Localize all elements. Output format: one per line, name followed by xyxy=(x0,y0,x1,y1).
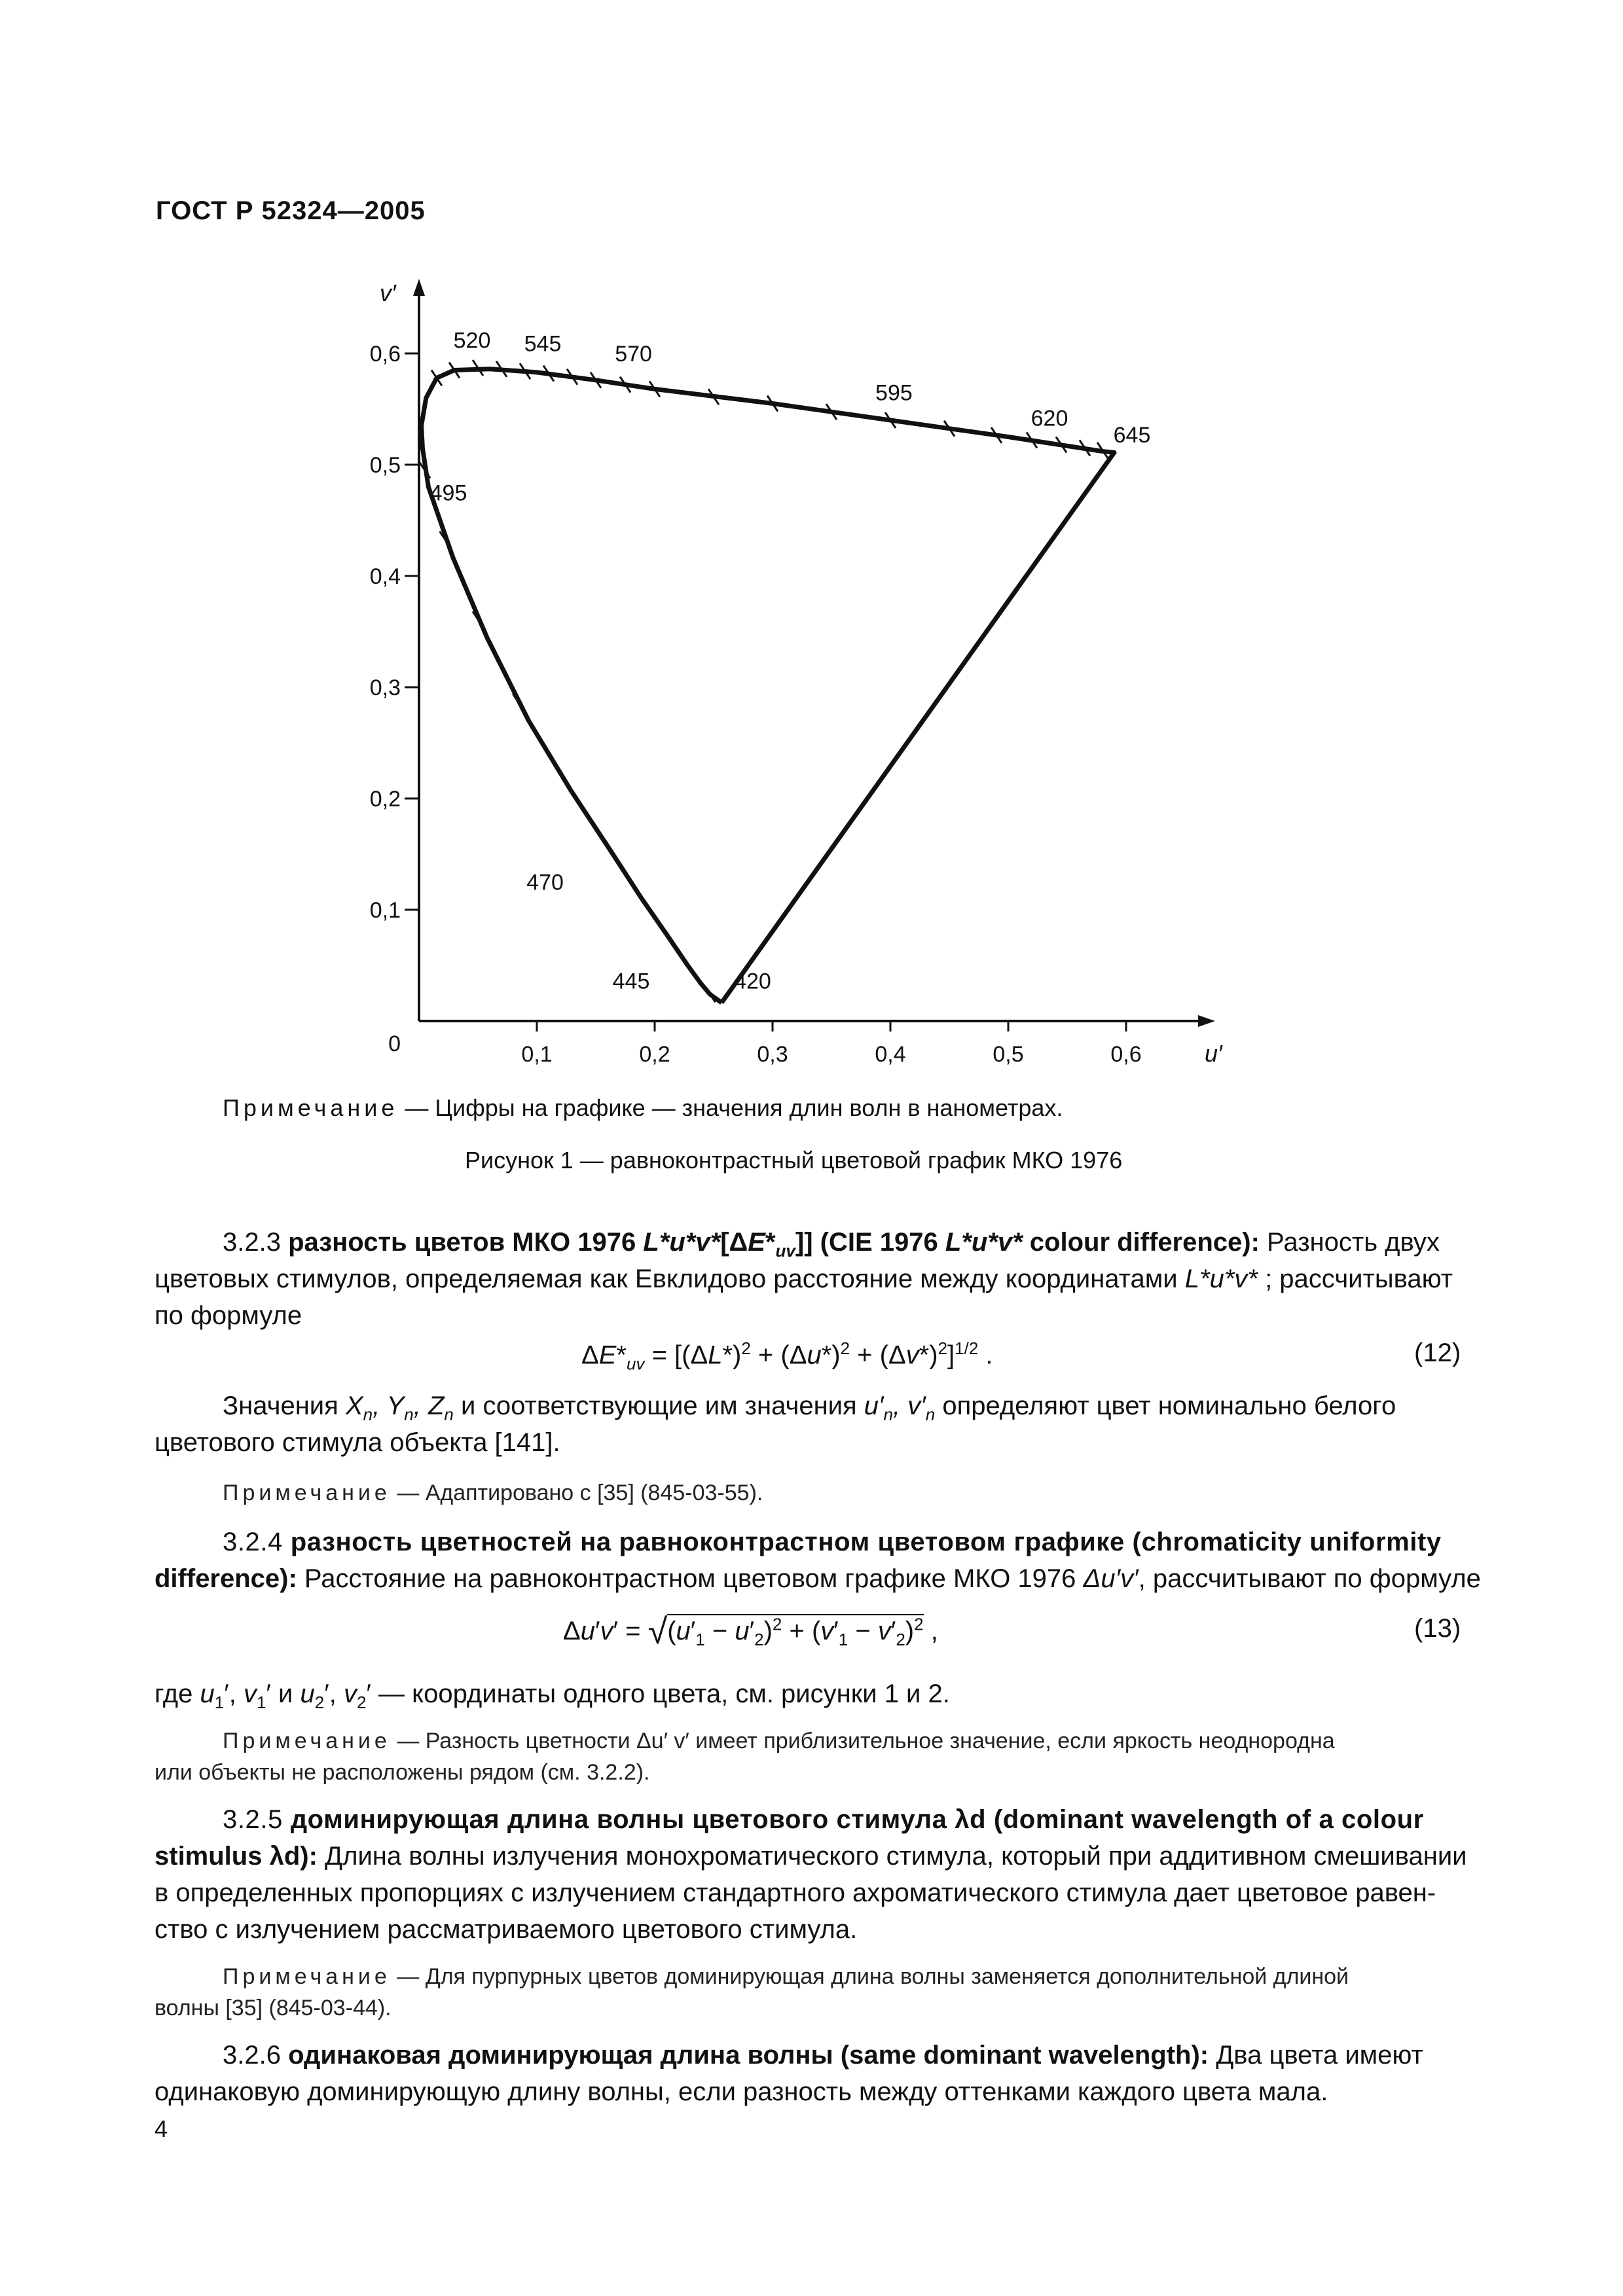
section-3-2-5-line3: в определенных пропорциях с излучением стандартного ахроматического стимула дает цветовое равен- xyxy=(155,1878,1436,1907)
note-text: — Для пурпурных цветов доминирующая длина волны заменяется дополнительной длиной xyxy=(390,1964,1349,1989)
note-3-2-3 xyxy=(223,1477,763,1509)
x-axis-arrow xyxy=(1198,1015,1215,1027)
definition: Два цвета имеют xyxy=(1209,2041,1423,2070)
term: доминирующая длина волны цветового стимула λd (dominant wavelength of a colour xyxy=(290,1805,1424,1834)
definition-italic: L*u*v* xyxy=(1184,1265,1258,1293)
definition: , рассчитывают по формуле xyxy=(1138,1564,1481,1593)
term: difference): xyxy=(155,1564,297,1593)
equation-number-13: (13) xyxy=(1414,1614,1461,1643)
x-tick-label: 0,1 xyxy=(521,1042,553,1067)
wavelength-label: 595 xyxy=(875,380,913,406)
y-axis-arrow xyxy=(413,279,425,296)
note-3-2-5-line2: волны [35] (845-03-44). xyxy=(155,1996,392,2020)
note-prefix: Примечание xyxy=(223,1964,391,1989)
where-clause: где $u_1'$, $v_1'$ и $u_2'$, $v_2'$ — координаты одного цвета, см. рисунки 1 и 2. xyxy=(155,1679,950,1712)
x-axis-label: u′ xyxy=(1205,1040,1222,1067)
section-3-2-3-line3: по формуле xyxy=(155,1301,302,1330)
note-prefix: Примечание xyxy=(223,1729,391,1753)
note-prefix: Примечание xyxy=(223,1480,391,1505)
term: разность цветов МКО 1976 xyxy=(288,1228,644,1257)
wavelength-label: 620 xyxy=(1030,406,1068,431)
figure-note xyxy=(223,1094,1063,1122)
wavelength-label: 445 xyxy=(612,969,650,994)
section-3-2-5-title xyxy=(223,1801,1424,1838)
y-tick-label: 0,2 xyxy=(369,787,401,812)
section-number: 3.2.4 xyxy=(223,1528,291,1556)
note-3-2-5-line1 xyxy=(223,1961,1349,1992)
section-3-2-4-line2 xyxy=(155,1560,1481,1597)
y-axis-label: v′ xyxy=(380,279,396,306)
x-tick-label: 0,3 xyxy=(757,1042,788,1067)
definition: ; рассчитывают xyxy=(1257,1265,1453,1293)
section-3-2-5-line2 xyxy=(155,1838,1467,1874)
page-number: 4 xyxy=(155,2115,168,2142)
note-prefix: Примечание xyxy=(223,1094,399,1121)
wavelength-tick xyxy=(601,836,611,852)
term: stimulus λd): xyxy=(155,1842,318,1871)
figure-caption: Рисунок 1 — равноконтрастный цветовой график МКО 1976 xyxy=(465,1147,1123,1174)
values-paragraph-line2: цветового стимула объекта [141]. xyxy=(155,1428,560,1457)
definition: Длина волны излучения монохроматического стимула, который при аддитивном смешивании xyxy=(317,1842,1467,1871)
wavelength-tick xyxy=(661,926,672,942)
y-tick-label: 0,6 xyxy=(369,342,401,367)
section-number: 3.2.6 xyxy=(223,2041,289,2070)
section-3-2-6-title xyxy=(223,2037,1423,2073)
term-bracket: $[\Delta E*_{uv}]$ xyxy=(720,1228,805,1261)
y-tick-label: 0,4 xyxy=(369,564,401,589)
wavelength-label: 495 xyxy=(429,480,467,506)
note-text: — Разность цветности Δu′ v′ имеет приблизительное значение, если яркость неоднородна xyxy=(390,1729,1335,1753)
term: colour difference): xyxy=(1022,1228,1260,1257)
section-number: 3.2.3 xyxy=(223,1228,289,1257)
y-tick-label: 0,1 xyxy=(369,898,401,923)
text: определяют цвет номинально белого xyxy=(935,1391,1396,1420)
note-text: — Адаптировано с [35] (845-03-55). xyxy=(390,1480,763,1505)
wavelength-tick xyxy=(634,886,645,902)
origin-label: 0 xyxy=(388,1031,401,1056)
x-tick-label: 0,2 xyxy=(639,1042,670,1067)
wavelength-label: 570 xyxy=(615,341,652,367)
equation-number-12: (12) xyxy=(1414,1338,1461,1367)
formula-13: $\Delta u'v' = √(u'_1 - u'_2)^2 + (v'_1 - v'_2)^2$ , xyxy=(563,1612,938,1651)
definition: Разность двух xyxy=(1259,1228,1440,1257)
formula-12: $\Delta E*_{uv} = [(\Delta L*)^2 + (\Delta u*)^2 + (\Delta v*)^2]^{1/2}$ . xyxy=(581,1338,993,1374)
wavelength-label: 420 xyxy=(734,969,771,994)
wavelength-tick xyxy=(679,953,689,969)
x-tick-label: 0,5 xyxy=(993,1042,1024,1067)
note-3-2-4-line1 xyxy=(223,1725,1335,1757)
term: ] (CIE 1976 xyxy=(804,1228,945,1257)
text: Значения xyxy=(223,1391,346,1420)
wavelength-label: 470 xyxy=(526,870,564,895)
wavelength-label: 645 xyxy=(1113,423,1151,448)
section-3-2-3-line2 xyxy=(155,1261,1453,1297)
note-3-2-4-line2: или объекты не расположены рядом (см. 3.2.2). xyxy=(155,1760,650,1785)
term-italic: L*u*v* xyxy=(945,1228,1023,1257)
text: и соответствующие им значения xyxy=(453,1391,864,1420)
values-paragraph: Значения $X_n$, $Y_n$, $Z_n$ и соответствующие им значения $u'_n$, $v'_n$ определяют цвет номинально белого xyxy=(223,1391,1396,1424)
wavelength-label: 520 xyxy=(453,328,491,353)
section-number: 3.2.5 xyxy=(223,1805,291,1834)
document-header: ГОСТ Р 52324—2005 xyxy=(156,196,426,225)
section-3-2-4-title xyxy=(223,1524,1442,1560)
wavelength-tick xyxy=(558,772,569,787)
x-tick-label: 0,6 xyxy=(1110,1042,1142,1067)
definition-italic: Δu′v′ xyxy=(1083,1564,1139,1593)
definition: цветовых стимулов, определяемая как Евклидово расстояние между координатами xyxy=(155,1265,1185,1293)
term: одинаковая доминирующая длина волны (same dominant wavelength): xyxy=(288,2041,1209,2070)
term-italic: L*u*v* xyxy=(643,1228,721,1257)
x-tick-label: 0,4 xyxy=(875,1042,906,1067)
definition: Расстояние на равноконтрастном цветовом графике МКО 1976 xyxy=(297,1564,1084,1593)
y-tick-label: 0,3 xyxy=(369,675,401,700)
note-text: — Цифры на графике — значения длин волн в нанометрах. xyxy=(398,1094,1063,1121)
wavelength-label: 545 xyxy=(524,331,562,357)
y-tick-label: 0,5 xyxy=(369,453,401,478)
section-3-2-5-line4: ство с излучением рассматриваемого цветового стимула. xyxy=(155,1915,858,1944)
section-3-2-6-line2: одинаковую доминирующую длину волны, если разность между оттенками каждого цвета мала. xyxy=(155,2077,1328,2106)
cie-1976-ucs-chart xyxy=(340,268,1257,1093)
term: разность цветностей на равноконтрастном цветовом графике (chromaticity uniformity xyxy=(290,1528,1442,1556)
spectral-locus-curve xyxy=(422,369,1114,1003)
